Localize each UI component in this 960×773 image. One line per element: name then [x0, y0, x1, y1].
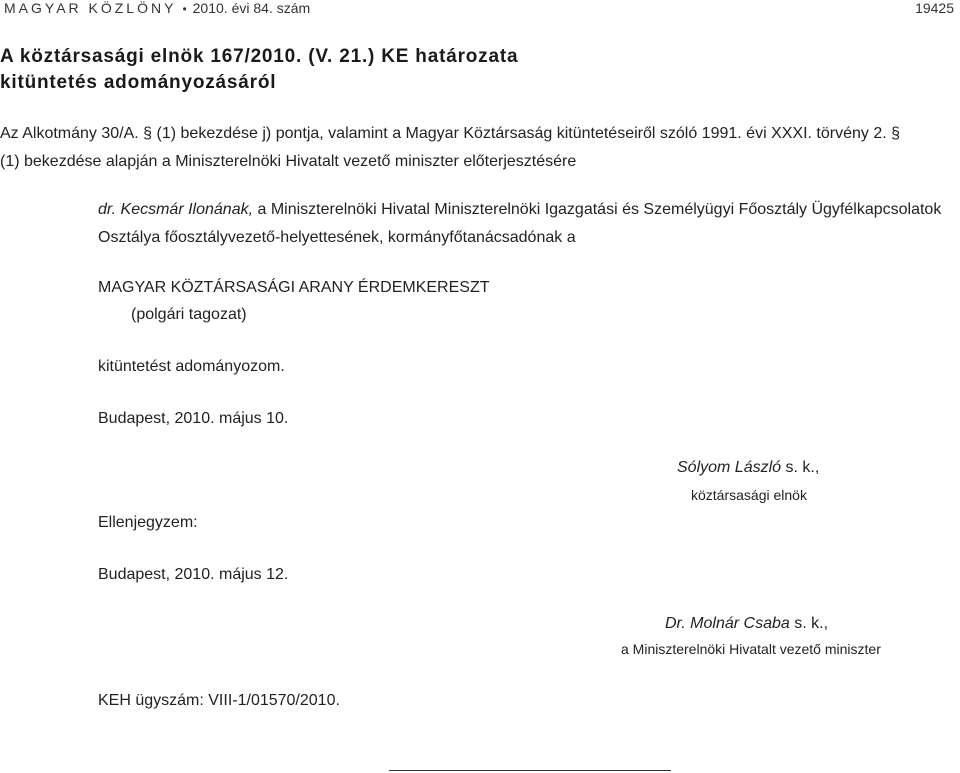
header-bullet: • — [182, 2, 187, 16]
countersign-label: Ellenjegyzem: — [98, 514, 198, 531]
place-date-2: Budapest, 2010. május 12. — [98, 566, 289, 583]
signer-2-name: Dr. Molnár Csaba — [665, 615, 790, 632]
intro-paragraph — [0, 120, 900, 176]
signer-2-role: a Miniszterelnöki Hivatalt vezető miniszter — [621, 641, 881, 657]
issue-label: 2010. évi 84. szám — [192, 0, 311, 16]
signer-2-suffix: s. k., — [789, 615, 829, 632]
signer-1-name: Sólyom László — [677, 459, 782, 476]
signer-1-suffix: s. k., — [781, 459, 820, 476]
page-number: 19425 — [915, 0, 954, 16]
document-title — [0, 44, 518, 96]
recipient-paragraph — [98, 196, 960, 252]
case-number: KEH ügyszám: VIII-1/01570/2010. — [98, 692, 340, 709]
title-line-2: kitüntetés adományozásáról — [0, 72, 277, 93]
award-name: MAGYAR KÖZTÁRSASÁGI ARANY ÉRDEMKERESZT — [98, 279, 490, 296]
place-date-1: Budapest, 2010. május 10. — [98, 410, 289, 427]
signer-1 — [677, 454, 819, 482]
publication-name: MAGYAR KÖZLÖNY — [4, 0, 177, 16]
recipient-position-line-1: a Miniszterelnöki Hivatal Miniszterelnöki Igazgatási és Személyügyi Főosztály Ügyfélkapcsolatok — [253, 201, 942, 218]
running-header — [4, 0, 310, 16]
footer-rule — [389, 770, 671, 771]
signer-2 — [665, 610, 828, 638]
signer-1-role: köztársasági elnök — [691, 487, 807, 503]
title-line-1: A köztársasági elnök 167/2010. (V. 21.) KE határozata — [0, 46, 519, 67]
recipient-position-line-2: Osztálya főosztályvezető-helyettesének, kormányfőtanácsadónak a — [98, 229, 576, 246]
intro-line-2: (1) bekezdése alapján a Miniszterelnöki Hivatalt vezető miniszter előterjesztésére — [0, 153, 577, 170]
intro-line-1: Az Alkotmány 30/A. § (1) bekezdése j) pontja, valamint a Magyar Köztársaság kitüntetéseiről szóló 1991. évi XXXI. törvény 2. § — [0, 125, 901, 142]
recipient-name: dr. Kecsmár Ilonának, — [98, 201, 254, 218]
award-section: (polgári tagozat) — [131, 306, 247, 323]
award-verb: kitüntetést adományozom. — [98, 358, 285, 375]
